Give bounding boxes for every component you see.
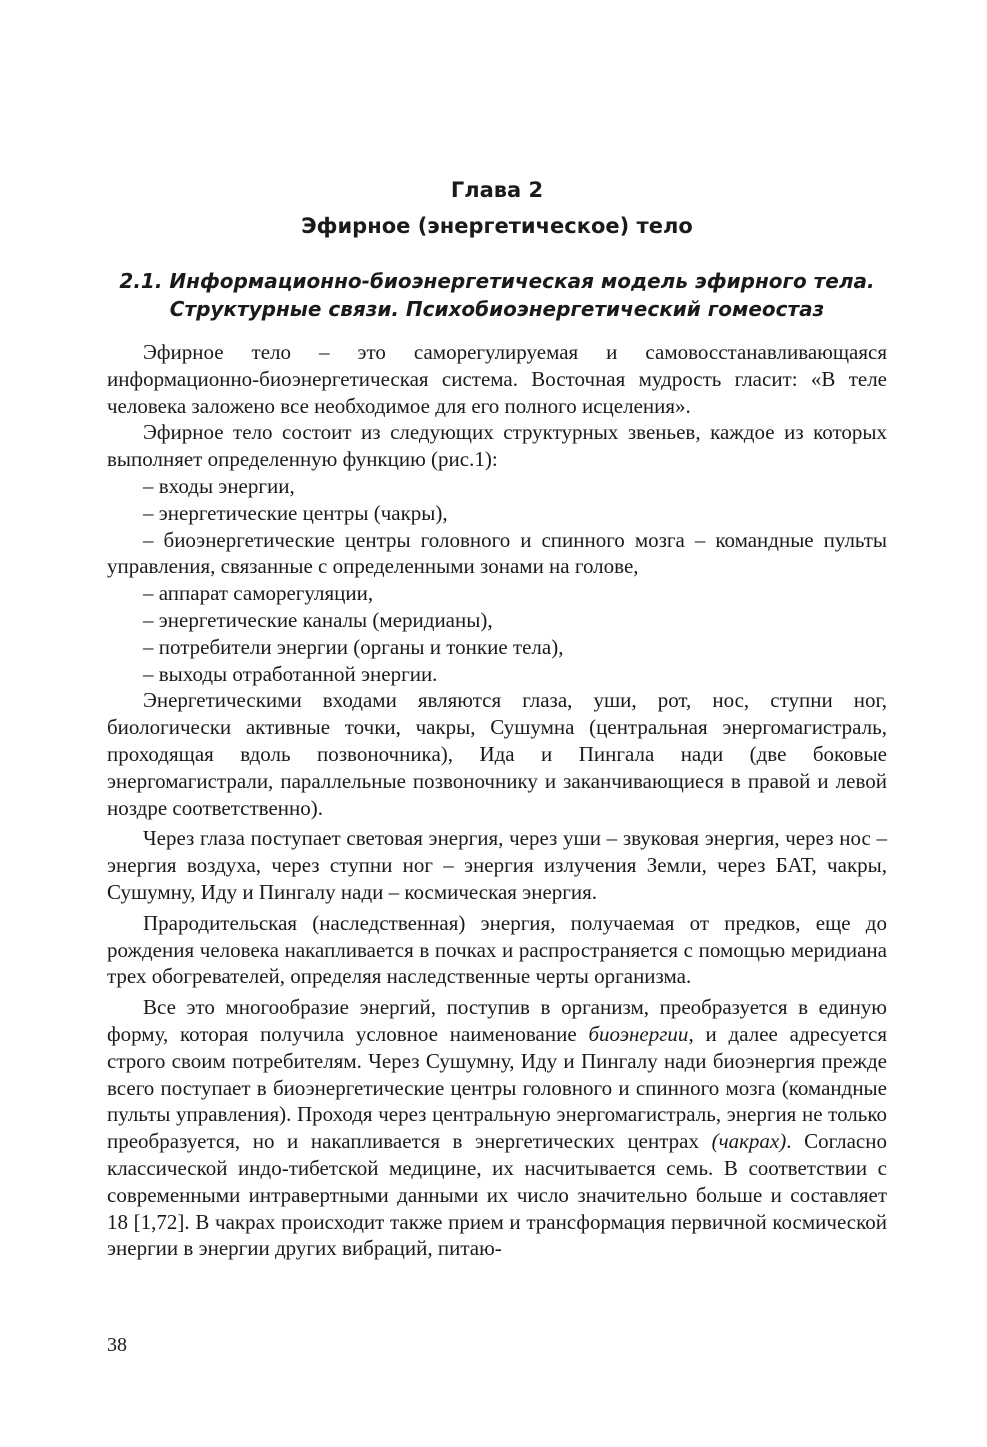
paragraph-6-part-a: Все это многообразие энергий, поступив в организм, преобразуется в единую форму, которая получила условное наименование	[107, 995, 887, 1046]
list-item: – аппарат саморегуляции,	[143, 581, 374, 606]
chapter-title: Эфирное (энергетическое) тело	[301, 214, 693, 238]
list-item: – выходы отработанной энергии.	[143, 661, 438, 686]
emphasis-bioenergy: биоэнергии	[588, 1021, 689, 1046]
section-title-line-2: Структурные связи. Психобиоэнергетический гомеостаз	[169, 297, 825, 321]
list-item: – биоэнергетические центры головного и спинного мозга – командные пульты управления, связанные с определенными зонами на голове,	[107, 527, 887, 579]
page-number: 38	[107, 1334, 127, 1356]
paragraph-2: Эфирное тело состоит из следующих структурных звеньев, каждое из которых выполняет определенную функцию (рис.1):	[107, 420, 887, 472]
list-item: – энергетические каналы (меридианы),	[143, 607, 493, 632]
section-title-line-1: 2.1. Информационно-биоэнергетическая модель эфирного тела.	[119, 269, 875, 293]
paragraph-6-part-b: , и далее адресуется строго своим потребителям. Через Сушумну, Иду и Пингалу нади биоэнергия прежде всего поступает в биоэнергетические центры головного и спинного мозга (командные пульты управления). Проходя через центральную энергомагистраль, энергия не только преобразуется, но и накапливается в энергетических центрах	[107, 1021, 887, 1154]
list-item: – потребители энергии (органы и тонкие тела),	[143, 634, 564, 659]
body-text	[107, 339, 887, 1262]
paragraph-6	[107, 994, 887, 1262]
paragraph-4: Через глаза поступает световая энергия, через уши – звуковая энергия, через нос – энергия воздуха, через ступни ног – энергия излучения Земли, через БАТ, чакры, Сушумну, Иду и Пингалу нади – космическая энергия.	[107, 826, 887, 904]
list-item: – энергетические центры (чакры),	[143, 500, 448, 525]
emphasis-chakras: (чакрах)	[711, 1129, 787, 1154]
paragraph-5: Прародительская (наследственная) энергия, получаемая от предков, еще до рождения человека накапливается в почках и распространяется с помощью меридиана трех обогревателей, определяя наследственные черты организма.	[107, 910, 887, 989]
list-item: – входы энергии,	[143, 473, 295, 498]
paragraph-6-part-c: . Согласно классической индо-тибетской медицине, их насчитывается семь. В соответствии с современными интравертными данными их число значительно больше и составляет 18 [1,72]. В чакрах происходит также прием и трансформация первичной космической энергии в энергии других вибраций, питаю-	[107, 1129, 887, 1261]
section-title	[107, 267, 887, 323]
paragraph-1: Эфирное тело – это саморегулируемая и самовосстанавливающаяся информационно-биоэнергетическая система. Восточная мудрость гласит: «В теле человека заложено все необходимое для его полного исцеления».	[107, 340, 887, 418]
chapter-label: Глава 2	[450, 178, 544, 202]
page-content	[107, 175, 887, 1262]
paragraph-3: Энергетическими входами являются глаза, уши, рот, нос, ступни ног, биологически активные точки, чакры, Сушумна (центральная энергомагистраль, проходящая вдоль позвоночника), Ида и Пингала нади (две боковые энергомагистрали, параллельные позвоночнику и заканчивающиеся в правой и левой ноздре соответственно).	[107, 688, 887, 820]
